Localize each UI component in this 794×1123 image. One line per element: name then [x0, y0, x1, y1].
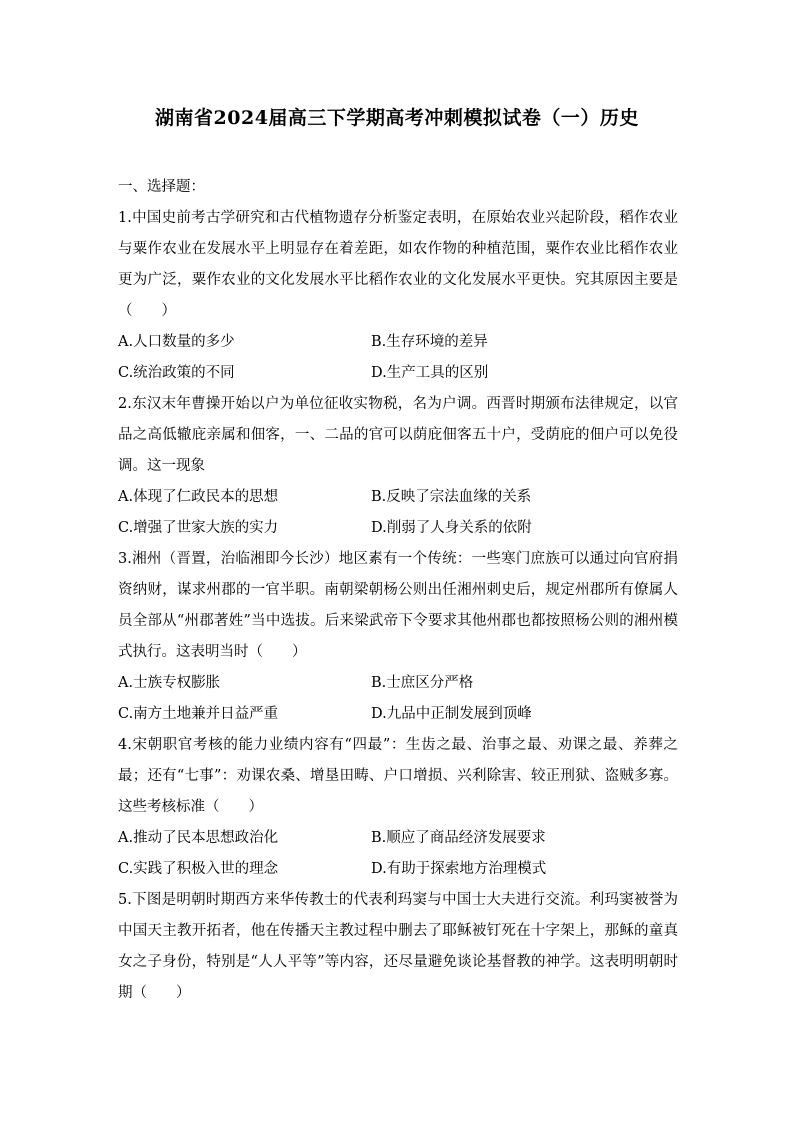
question-stem: 2.东汉末年曹操开始以户为单位征收实物税，名为户调。西晋时期颁布法律规定，以官品之高低辙庇亲属和佃客，一、二品的官可以荫庇佃客五十户，受荫庇的佃户可以免役调。这一现象	[118, 396, 678, 474]
option-a: A.人口数量的多少	[118, 334, 235, 350]
option-b: B.反映了宗法血缘的关系	[371, 489, 532, 505]
option-d: D.削弱了人身关系的依附	[371, 520, 532, 536]
option-row	[118, 482, 678, 513]
option-row	[118, 823, 678, 854]
option-d: D.有助于探索地方治理模式	[371, 861, 547, 877]
option-a: A.体现了仁政民本的思想	[118, 489, 279, 505]
option-b: B.士庶区分严格	[371, 675, 474, 691]
option-a: A.士族专权膨胀	[118, 675, 221, 691]
option-row	[118, 668, 678, 699]
question-stem: 3.湘州（晋置，治临湘即今长沙）地区素有一个传统：一些寒门庶族可以通过向官府捐资纳财，谋求州郡的一官半职。南朝梁朝杨公则出任湘州刺史后，规定州郡所有僚属人员全部从“州郡著姓”当中选拔。后来梁武帝下令要求其他州郡也都按照杨公则的湘州模式执行。这表明当时（ ）	[118, 551, 678, 660]
option-c: C.统治政策的不同	[118, 365, 235, 381]
question-stem: 1.中国史前考古学研究和古代植物遗存分析鉴定表明，在原始农业兴起阶段，稻作农业与粟作农业在发展水平上明显存在着差距，如农作物的种植范围，粟作农业比稻作农业更为广泛，粟作农业的文化发展水平比稻作农业的文化发展水平更快。究其原因主要是（ ）	[118, 210, 678, 319]
exam-title: 湖南省2024届高三下学期高考冲刺模拟试卷（一）历史	[155, 107, 639, 129]
section-heading: 一、选择题：	[118, 179, 205, 195]
question-3	[118, 544, 678, 730]
question-1	[118, 203, 678, 389]
option-b: B.生存环境的差异	[371, 334, 488, 350]
option-row	[118, 513, 678, 544]
option-row	[118, 854, 678, 885]
question-2	[118, 389, 678, 544]
option-b: B.顺应了商品经济发展要求	[371, 830, 546, 846]
option-a: A.推动了民本思想政治化	[118, 830, 279, 846]
question-5	[118, 885, 678, 1009]
question-section	[118, 172, 678, 1009]
option-d: D.生产工具的区别	[371, 365, 489, 381]
option-d: D.九品中正制发展到顶峰	[371, 706, 532, 722]
question-stem: 5.下图是明朝时期西方来华传教士的代表利玛窦与中国士大夫进行交流。利玛窦被誉为中国天主教开拓者，他在传播天主教过程中删去了耶稣被钉死在十字架上，那稣的童真女之子身份，特别是“人人平等”等内容，还尽量避免谈论基督教的神学。这表明明朝时期（ ）	[118, 892, 678, 1001]
question-stem: 4.宋朝职官考核的能力业绩内容有“四最”：生齿之最、治事之最、劝课之最、养葬之最；还有“七事”：劝课农桑、增垦田畴、户口增损、兴利除害、较正刑狱、盗贼多寡。这些考核标准（ ）	[118, 737, 678, 815]
option-c: C.南方土地兼并日益严重	[118, 706, 279, 722]
option-row	[118, 327, 678, 358]
option-c: C.实践了积极入世的理念	[118, 861, 279, 877]
option-row	[118, 358, 678, 389]
option-c: C.增强了世家大族的实力	[118, 520, 279, 536]
question-4	[118, 730, 678, 885]
option-row	[118, 699, 678, 730]
